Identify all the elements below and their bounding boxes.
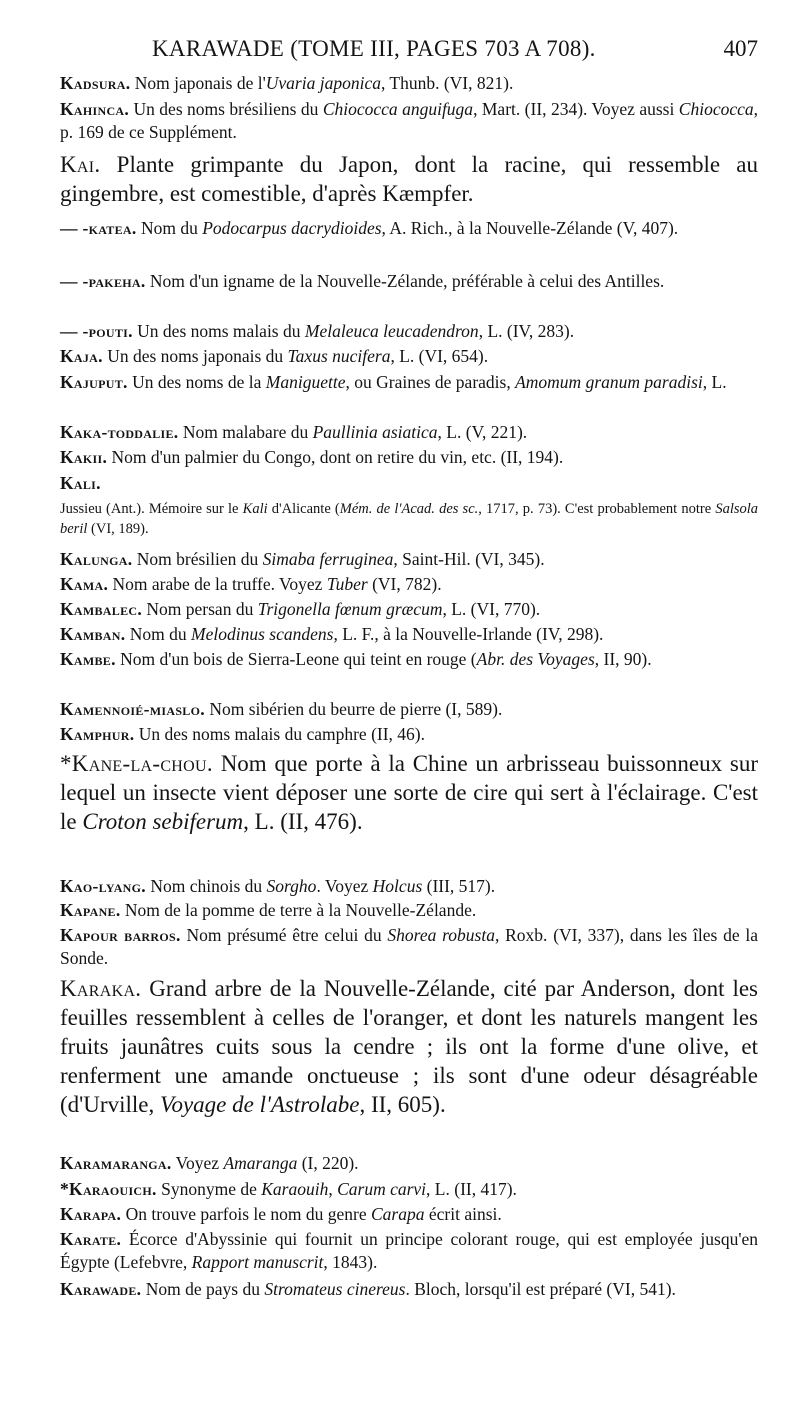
entry-kai-pakeha: — -pakeha. Nom d'un igname de la Nouvelle-Zélande, préférable à celui des Antilles. — [60, 271, 665, 291]
entry-karawade: Karawade. Nom de pays du Stromateus cinereus. Bloch, lorsqu'il est préparé (VI, 541). — [60, 1279, 676, 1299]
header-title: KARAWADE (TOME III, PAGES 703 A 708). — [152, 36, 596, 61]
entry-kane-la-chou: *Kane-la-chou. Nom que porte à la Chine un arbrisseau buissonneux sur lequel un insecte vient déposer une sorte de cire qui sert à l'éclairage. C'est le Croton sebiferum, L. (II, 476). — [60, 751, 758, 834]
headword: — -pakeha. — [60, 271, 146, 291]
entry-kapour-barros: Kapour barros. Nom présumé être celui du Shorea robusta, Roxb. (VI, 337), dans les îles de la Sonde. — [60, 925, 759, 968]
kali-reference-note: Jussieu (Ant.). Mémoire sur le Kali d'Alicante (Mém. de l'Acad. des sc., 1717, p. 73). C'est probablement notre Salsola beril (VI, 189). — [60, 501, 759, 537]
entry-kaja: Kaja. Un des noms japonais du Taxus nucifera, L. (VI, 654). — [60, 346, 489, 366]
entry-kaka-toddalie: Kaka-toddalie. Nom malabare du Paullinia asiatica, L. (V, 221). — [60, 422, 528, 442]
headword: Karawade. — [60, 1279, 142, 1299]
entry-karaouich: *Karaouich. Synonyme de Karaouih, Carum carvi, L. (II, 417). — [60, 1179, 517, 1199]
headword: Karaka. — [60, 976, 142, 1001]
headword: — -katea. — [60, 218, 137, 238]
headword: Kapour barros. — [60, 925, 181, 945]
headword: Kamennoié-miaslo. — [60, 699, 205, 719]
entry-kambalec: Kambalec. Nom persan du Trigonella fœnum græcum, L. (VI, 770). — [60, 599, 541, 619]
headword: Kai. — [60, 152, 101, 177]
entry-kadsura: Kadsura. Nom japonais de l'Uvaria japonica, Thunb. (VI, 821). — [60, 73, 514, 93]
entry-karaka: Karaka. Grand arbre de la Nouvelle-Zélande, cité par Anderson, dont les feuilles ressemblent à celles de l'oranger, et dont les naturels mangent les fruits jaunâtres cuits sous la cendre ; ils ont la forme d'une olive, et renferment une amande onctueuse ; ils sont d'une odeur désagréable (d'Urville, Voyage de l'Astrolabe, II, 605). — [60, 976, 759, 1117]
headword: Kajuput. — [60, 372, 128, 392]
headword: Kao-lyang. — [60, 876, 146, 896]
entry-kamban: Kamban. Nom du Melodinus scandens, L. F., à la Nouvelle-Irlande (IV, 298). — [60, 624, 604, 644]
entry-kajuput: Kajuput. Un des noms de la Maniguette, ou Graines de paradis, Amomum granum paradisi, L. — [60, 372, 727, 392]
headword: Kaja. — [60, 346, 103, 366]
headword: Kadsura. — [60, 73, 131, 93]
headword: Kapane. — [60, 900, 121, 920]
entry-kali — [60, 472, 758, 495]
entry-kakii: Kakii. Nom d'un palmier du Congo, dont on retire du vin, etc. (II, 194). — [60, 447, 564, 467]
headword: *Kane-la-chou. — [60, 751, 213, 776]
headword: Kamphur. — [60, 724, 135, 744]
headword: Karate. — [60, 1229, 122, 1249]
running-header — [60, 30, 758, 70]
headword: Kama. — [60, 574, 109, 594]
entry-kapane: Kapane. Nom de la pomme de terre à la Nouvelle-Zélande. — [60, 900, 477, 920]
entry-kamennoie-miaslo: Kamennoié-miaslo. Nom sibérien du beurre de pierre (I, 589). — [60, 699, 503, 719]
headword: Kahinca. — [60, 99, 130, 119]
headword: Kambe. — [60, 649, 116, 669]
entry-karamaranga: Karamaranga. Voyez Amaranga (I, 220). — [60, 1153, 359, 1173]
headword: Karamaranga. — [60, 1153, 172, 1173]
headword: — -pouti. — [60, 321, 133, 341]
entry-kamphur: Kamphur. Un des noms malais du camphre (II, 46). — [60, 724, 426, 744]
headword: Kali. — [60, 473, 101, 493]
entry-kama: Kama. Nom arabe de la truffe. Voyez Tuber (VI, 782). — [60, 574, 442, 594]
page-number: 407 — [723, 36, 758, 61]
entry-karapa: Karapa. On trouve parfois le nom du genre Carapa écrit ainsi. — [60, 1204, 502, 1224]
entry-kai: Kai. Plante grimpante du Japon, dont la racine, qui ressemble au gingembre, est comestible, d'après Kæmpfer. — [60, 152, 759, 206]
headword: Kakii. — [60, 447, 108, 467]
entry-kai-pouti: — -pouti. Un des noms malais du Melaleuca leucadendron, L. (IV, 283). — [60, 321, 575, 341]
entry-kai-katea: — -katea. Nom du Podocarpus dacrydioides, A. Rich., à la Nouvelle-Zélande (V, 407). — [60, 218, 679, 238]
entry-kahinca: Kahinca. Un des noms brésiliens du Chiococca anguifuga, Mart. (II, 234). Voyez aussi Chiococca, p. 169 de ce Supplément. — [60, 99, 758, 142]
headword: *Karaouich. — [60, 1179, 157, 1199]
entry-kalunga: Kalunga. Nom brésilien du Simaba ferruginea, Saint-Hil. (VI, 345). — [60, 549, 545, 569]
entry-karate: Karate. Écorce d'Abyssinie qui fournit un principe colorant rouge, qui est employée jusqu'en Égypte (Lefebvre, Rapport manuscrit, 1843). — [60, 1229, 759, 1272]
headword: Kambalec. — [60, 599, 143, 619]
headword: Kamban. — [60, 624, 126, 644]
headword: Kalunga. — [60, 549, 133, 569]
entry-kambe: Kambe. Nom d'un bois de Sierra-Leone qui teint en rouge (Abr. des Voyages, II, 90). — [60, 649, 652, 669]
headword: Karapa. — [60, 1204, 122, 1224]
headword: Kaka-toddalie. — [60, 422, 179, 442]
entry-kao-lyang: Kao-lyang. Nom chinois du Sorgho. Voyez Holcus (III, 517). — [60, 876, 496, 896]
